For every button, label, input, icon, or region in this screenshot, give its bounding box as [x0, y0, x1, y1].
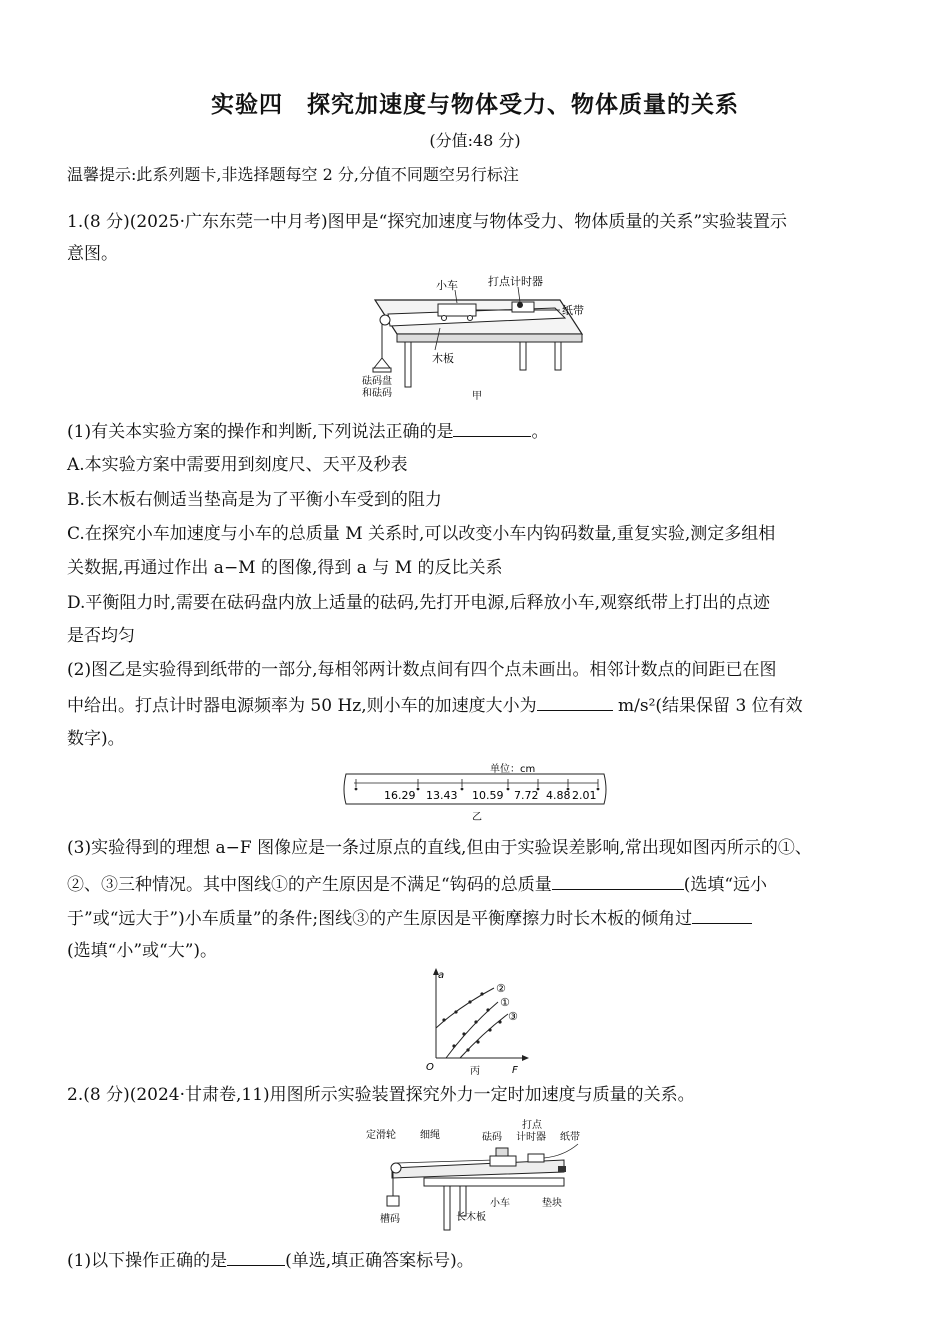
tip-text: 温馨提示:此系列题卡,非选择题每空 2 分,分值不同题空另行标注 — [67, 165, 519, 184]
fig-a-board-label: 木板 — [432, 352, 454, 365]
q1-option-d-line2: 是否均匀 — [67, 626, 135, 646]
graph-label-1: ① — [500, 996, 510, 1009]
graph-line-3 — [460, 1014, 508, 1058]
q1-option-d-line1: D.平衡阻力时,需要在砝码盘内放上适量的砝码,先打开电源,后释放小车,观察纸带上打出的点迹 — [67, 593, 771, 613]
q1-part1-answer-blank[interactable] — [453, 418, 531, 437]
q2-label-timer-1: 打点 — [522, 1120, 542, 1131]
q1-part3-text-a: ②、③三种情况。其中图线①的产生原因是不满足“钩码的总质量 — [67, 875, 552, 895]
fig-a-tape-label: 纸带 — [562, 304, 584, 317]
graph-line-2 — [436, 988, 494, 1028]
tape-dot-1 — [417, 788, 420, 791]
q1-option-c-line1: C.在探究小车加速度与小车的总质量 M 关系时,可以改变小车内钩码数量,重复实验,测定多组相 — [67, 524, 776, 544]
tape-dot-2 — [461, 788, 464, 791]
q2-label-timer-2: 计时器 — [516, 1132, 546, 1143]
graph-origin: O — [426, 1062, 434, 1073]
graph-label-2: ② — [496, 982, 506, 995]
q1-part2-line1: (2)图乙是实验得到纸带的一部分,每相邻两计数点间有四个点未画出。相邻计数点的间距已在图 — [67, 660, 777, 680]
tape-dot-6 — [597, 788, 600, 791]
fig-b-unit: 单位：cm — [490, 764, 536, 775]
q2-label-groove: 槽码 — [380, 1214, 400, 1225]
q2-label-cart: 小车 — [490, 1198, 510, 1209]
q2-label-rope: 细绳 — [420, 1130, 440, 1141]
tape-value-2: 13.43 — [426, 789, 458, 802]
q2-part1-answer-blank[interactable] — [227, 1247, 285, 1266]
graph-y-label: a — [438, 970, 445, 981]
tape-dot-0 — [355, 788, 358, 791]
q1-part3-line3 — [67, 905, 752, 931]
q1-part3-blank-2[interactable] — [692, 905, 752, 924]
q1-stem-line1: 1.(8 分)(2025·广东东莞一中月考)图甲是“探究加速度与物体受力、物体质量的关系”实验装置示 — [67, 212, 788, 232]
q1-part2-answer-blank[interactable] — [537, 692, 613, 711]
q1-part3-text-c: 于”或“远大于”)小车质量”的条件;图线③的产生原因是平衡摩擦力时长木板的倾角过 — [67, 909, 693, 929]
q1-part1-prompt — [67, 418, 548, 444]
graph-x-label: F — [512, 1065, 518, 1076]
q1-part1-end: 。 — [531, 422, 549, 442]
q2-label-pulley: 定滑轮 — [366, 1130, 396, 1141]
fig-b-caption: 乙 — [472, 812, 482, 823]
q1-stem-line2: 意图。 — [67, 244, 118, 264]
q2-label-weight: 砝码 — [482, 1132, 502, 1143]
q2-part1 — [67, 1247, 474, 1273]
q1-part3-line4: (选填“小”或“大”)。 — [67, 941, 218, 961]
q2-label-block: 垫块 — [542, 1198, 562, 1209]
fig-c-caption: 丙 — [470, 1066, 480, 1076]
fig-a-pan-label-1: 砝码盘 — [362, 376, 392, 387]
q1-part2-text-a: 中给出。打点计时器电源频率为 50 Hz,则小车的加速度大小为 — [67, 696, 537, 716]
q1-option-a: A.本实验方案中需要用到刻度尺、天平及秒表 — [67, 455, 408, 475]
tape-value-1: 16.29 — [384, 789, 416, 802]
tape-value-6: 2.01 — [572, 789, 597, 802]
q2-part1-text-b: (单选,填正确答案标号)。 — [285, 1251, 474, 1271]
fig-a-timer-label: 打点计时器 — [488, 275, 543, 288]
q1-part3-blank-1[interactable] — [552, 871, 684, 890]
q2-label-tape: 纸带 — [560, 1132, 580, 1143]
q1-part2-text-b: m/s²(结果保留 3 位有效 — [612, 696, 803, 716]
q1-option-b: B.长木板右侧适当垫高是为了平衡小车受到的阻力 — [67, 490, 442, 510]
fig-a-pan-label-2: 和砝码 — [362, 388, 392, 399]
q1-part2-line2 — [67, 692, 803, 718]
q2-label-board: 长木板 — [456, 1212, 486, 1223]
tape-value-4: 7.72 — [514, 789, 539, 802]
q2-part1-text-a: (1)以下操作正确的是 — [67, 1251, 228, 1271]
q1-part3-text-b: (选填“远小 — [683, 875, 768, 895]
figure-b-tape — [340, 762, 612, 824]
q1-part3-line2 — [67, 871, 767, 897]
figure-q2-apparatus — [364, 1116, 594, 1236]
figure-c-graph — [420, 966, 532, 1076]
q1-option-c-line2: 关数据,再通过作出 a−M 的图像,得到 a 与 M 的反比关系 — [67, 558, 503, 578]
fig-a-cart-label: 小车 — [436, 279, 458, 292]
q1-part1-text: (1)有关本实验方案的操作和判断,下列说法正确的是 — [67, 422, 454, 442]
q1-part3-line1: (3)实验得到的理想 a−F 图像应是一条过原点的直线,但由于实验误差影响,常出现如图丙所示的①、 — [67, 838, 812, 858]
fig-a-caption: 甲 — [472, 391, 482, 402]
q1-part2-line3: 数字)。 — [67, 729, 125, 749]
tape-value-5: 4.88 — [546, 789, 571, 802]
score-note: (分值:48 分) — [429, 131, 521, 150]
graph-label-3: ③ — [508, 1010, 518, 1023]
q2-stem: 2.(8 分)(2024·甘肃卷,11)用图所示实验装置探究外力一定时加速度与质量的关系。 — [67, 1085, 695, 1105]
page-title: 实验四 探究加速度与物体受力、物体质量的关系 — [211, 92, 739, 118]
tape-dot-3 — [507, 788, 510, 791]
figure-a-apparatus — [360, 272, 600, 404]
tape-value-3: 10.59 — [472, 789, 504, 802]
